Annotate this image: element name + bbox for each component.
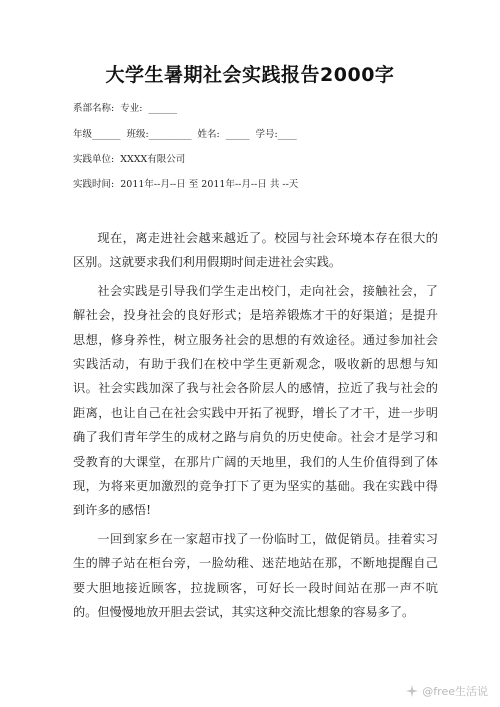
paragraph-social-practice: 社会实践是引导我们学生走出校门，走向社会，接触社会，了解社会，投身社会的良好形式；是培养锻炼才干的好渠道；是提升思想，修身养性，树立服务社会的思想的有效途径。通过参加社会实践活动，有助于我们在校中学生更新观念，吸收新的思想与知识。社会实践加深了我与社会各阶层人的感情，拉近了我与社会的距离，也让自己在社会实践中开拓了视野，增长了才干，进一步明确了我们青年学生的成材之路与肩负的历史使命。社会才是学习和受教育的大课堂，在那片广阔的天地里，我们的人生价值得到了体现，为将来更加激烈的竞争打下了更为坚实的基础。我在实践中得到许多的感悟!	[73, 283, 438, 518]
report-body	[73, 226, 438, 629]
watermark	[405, 683, 488, 699]
meta-practice-unit: 实践单位: XXXX有限公司	[73, 154, 186, 165]
meta-department-major: 系部名称: 专业: ______	[73, 103, 177, 114]
paragraph-supermarket-job: 一回到家乡在一家超市找了一份临时工，做促销员。挂着实习生的牌子站在柜台旁，一脸幼稚、迷茫地站在那，不断地提醒自己要大胆地接近顾客，拉拢顾客，可好长一段时间站在那一声不吭的。但慢慢地放开胆去尝试，其实这种交流比想象的容易多了。	[73, 531, 438, 620]
meta-grade-class-name-id: 年级______ 班级:_________ 姓名: _____ 学号:____	[73, 129, 297, 140]
document-title: 大学生暑期社会实践报告2000字	[105, 64, 395, 86]
paragraph-intro: 现在，离走进社会越来越近了。校园与社会环境本存在很大的区别。这就要求我们利用假期时间走进社会实践。	[73, 231, 438, 270]
sparkle-icon	[405, 684, 419, 698]
meta-practice-time: 实践时间: 2011年--月--日 至 2011年--月--日 共 --天	[73, 179, 299, 190]
watermark-text: @free生活说	[422, 685, 488, 698]
